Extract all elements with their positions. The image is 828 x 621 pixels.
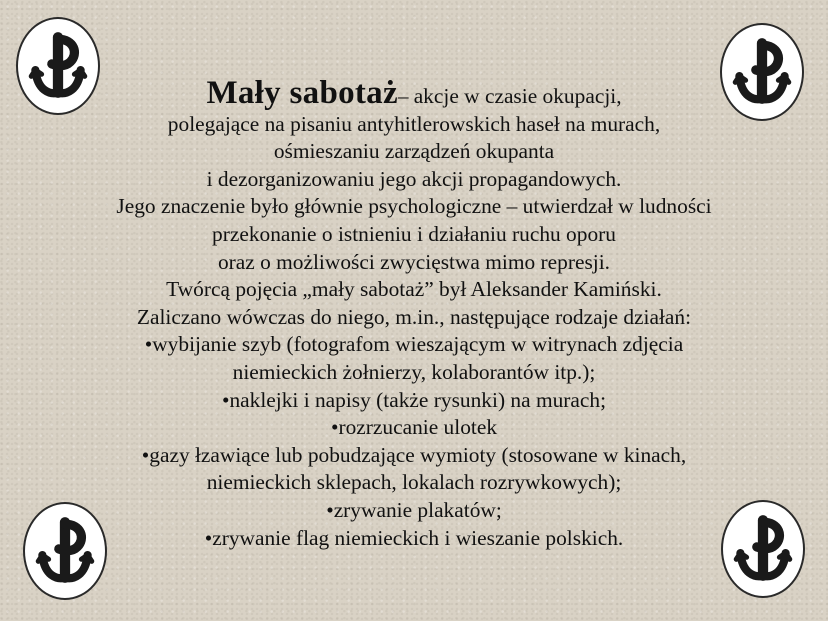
text-line: niemieckich sklepach, lokalach rozrywkowych);	[206, 470, 622, 495]
text-line: przekonanie o istnieniu i działaniu ruchu oporu	[212, 221, 616, 246]
text-line: Twórcą pojęcia „mały sabotaż” był Aleksander Kamiński.	[166, 277, 662, 302]
bullet-line: •rozrzucanie ulotek	[330, 415, 498, 440]
text-line: Jego znaczenie było głównie psychologiczne – utwierdzał w ludności	[116, 194, 712, 219]
bullet-line: •gazy łzawiące lub pobudzające wymioty (stosowane w kinach,	[141, 442, 687, 467]
title-definition: akcje w czasie okupacji,	[413, 84, 622, 108]
text-line: ośmieszaniu zarządzeń okupanta	[273, 139, 555, 164]
slide-title: Mały sabotaż	[206, 75, 398, 111]
bullet-line: •zrywanie plakatów;	[326, 497, 502, 522]
text-line: i dezorganizowaniu jego akcji propagandowych.	[206, 166, 622, 191]
text-line: oraz o możliwości zwycięstwa mimo represji.	[217, 249, 611, 274]
text-line: niemieckich żołnierzy, kolaborantów itp.);	[232, 359, 596, 384]
title-line	[20, 75, 808, 111]
slide-body-text	[20, 75, 808, 552]
title-dash: –	[397, 84, 414, 108]
bullet-line: •wybijanie szyb (fotografom wieszającym w witrynach zdjęcia	[144, 332, 684, 357]
bullet-line: •zrywanie flag niemieckich i wieszanie polskich.	[204, 525, 624, 550]
text-line: polegające na pisaniu antyhitlerowskich haseł na murach,	[167, 111, 661, 136]
text-line: Zaliczano wówczas do niego, m.in., następujące rodzaje działań:	[136, 304, 692, 329]
bullet-line: •naklejki i napisy (także rysunki) na murach;	[221, 387, 607, 412]
